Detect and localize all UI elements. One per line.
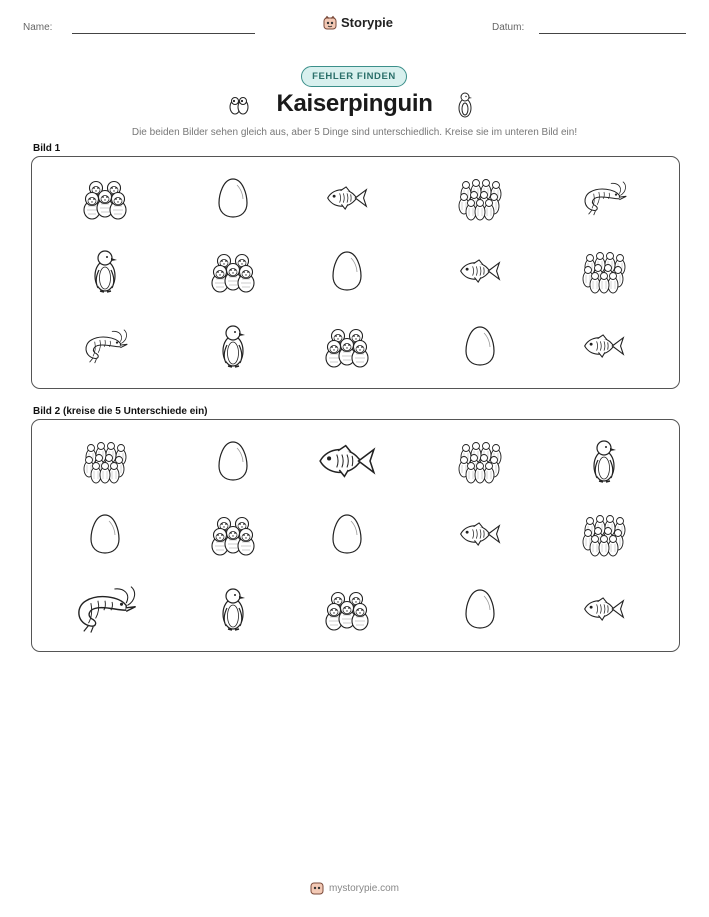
- picture2-penguin-icon[interactable]: [589, 438, 619, 489]
- shrimp-icon: [580, 180, 628, 216]
- picture1-penguin-icon: [90, 248, 120, 299]
- activity-badge: FEHLER FINDEN: [301, 66, 407, 87]
- penguin-group-icon: [322, 588, 372, 630]
- picture2-fish-icon[interactable]: [581, 596, 627, 627]
- picture1-egg-icon: [331, 250, 363, 297]
- brand-logo: [323, 15, 393, 30]
- picture2-penguin-crowd-icon[interactable]: [456, 439, 504, 488]
- penguin-icon: [589, 438, 619, 484]
- picture2-egg-icon[interactable]: [89, 513, 121, 560]
- picture1-egg-icon: [464, 325, 496, 372]
- picture1-grid: [32, 157, 679, 388]
- penguin-icon: [90, 248, 120, 294]
- picture1-label: Bild 1: [33, 143, 61, 154]
- shrimp-icon: [81, 328, 129, 364]
- shrimp-large-icon: [72, 584, 138, 634]
- picture2-egg-icon[interactable]: [217, 440, 249, 487]
- instructions: Die beiden Bilder sehen gleich aus, aber 5 Dinge sind unterschiedlich. Kreise sie im unteren Bild ein!: [131, 127, 578, 138]
- fish-icon: [457, 258, 503, 284]
- picture1-penguin-group-icon: [80, 177, 130, 224]
- storypie-logo-icon: [323, 16, 337, 30]
- egg-icon: [331, 250, 363, 292]
- name-label: Name:: [23, 22, 53, 33]
- picture1-fish-icon: [581, 333, 627, 364]
- picture1-fish-icon: [457, 258, 503, 289]
- footer: [0, 881, 709, 895]
- picture2-grid: [32, 420, 679, 651]
- picture1-penguin-crowd-icon: [456, 176, 504, 225]
- fish-icon: [581, 333, 627, 359]
- penguin-crowd-icon: [456, 439, 504, 483]
- penguin-icon: [456, 91, 474, 119]
- picture2-penguin-crowd-icon[interactable]: [81, 439, 129, 488]
- penguin-group-icon: [322, 325, 372, 367]
- picture1-shrimp-icon: [81, 328, 129, 369]
- picture2-panel[interactable]: [31, 419, 680, 652]
- page-title: Kaiserpinguin: [276, 90, 433, 117]
- picture2-fish-icon[interactable]: [457, 521, 503, 552]
- penguin-group-icon: [80, 177, 130, 219]
- picture2-penguin-icon[interactable]: [218, 586, 248, 637]
- picture2-fish-large-icon[interactable]: [315, 443, 379, 484]
- egg-icon: [464, 325, 496, 367]
- penguin-crowd-icon: [580, 512, 628, 556]
- picture2-egg-icon[interactable]: [464, 588, 496, 635]
- egg-icon: [89, 513, 121, 555]
- fish-large-icon: [315, 443, 379, 479]
- picture1-penguin-icon: [218, 323, 248, 374]
- picture2-label: Bild 2 (kreise die 5 Unterschiede ein): [33, 406, 208, 417]
- storypie-logo-icon: [310, 881, 324, 895]
- penguin-group-icon: [208, 250, 258, 292]
- picture1-egg-icon: [217, 177, 249, 224]
- fish-icon: [581, 596, 627, 622]
- penguin-title-icon: [456, 91, 474, 124]
- picture2-penguin-group-icon[interactable]: [208, 513, 258, 560]
- date-label: Datum:: [492, 22, 525, 33]
- picture2-egg-icon[interactable]: [331, 513, 363, 560]
- picture1-panel: [31, 156, 680, 389]
- egg-icon: [217, 440, 249, 482]
- picture1-penguin-group-icon: [322, 325, 372, 372]
- penguin-icon: [218, 586, 248, 632]
- fish-icon: [457, 521, 503, 547]
- penguin-icon: [218, 323, 248, 369]
- fish-icon: [324, 185, 370, 211]
- egg-icon: [331, 513, 363, 555]
- picture2-shrimp-large-icon[interactable]: [72, 584, 138, 639]
- picture2-penguin-crowd-icon[interactable]: [580, 512, 628, 561]
- name-field[interactable]: [72, 33, 255, 34]
- brand-name: Storypie: [341, 15, 394, 30]
- penguin-crowd-icon: [81, 439, 129, 483]
- picture1-fish-icon: [324, 185, 370, 216]
- egg-icon: [217, 177, 249, 219]
- picture1-penguin-group-icon: [208, 250, 258, 297]
- penguin-crowd-icon: [456, 176, 504, 220]
- egg-icon: [464, 588, 496, 630]
- date-field[interactable]: [539, 33, 686, 34]
- footer-site: mystorypie.com: [328, 882, 399, 894]
- penguin-crowd-icon: [580, 249, 628, 293]
- picture2-penguin-group-icon[interactable]: [322, 588, 372, 635]
- picture1-shrimp-icon: [580, 180, 628, 221]
- penguin-group-icon: [208, 513, 258, 555]
- picture1-penguin-crowd-icon: [580, 249, 628, 298]
